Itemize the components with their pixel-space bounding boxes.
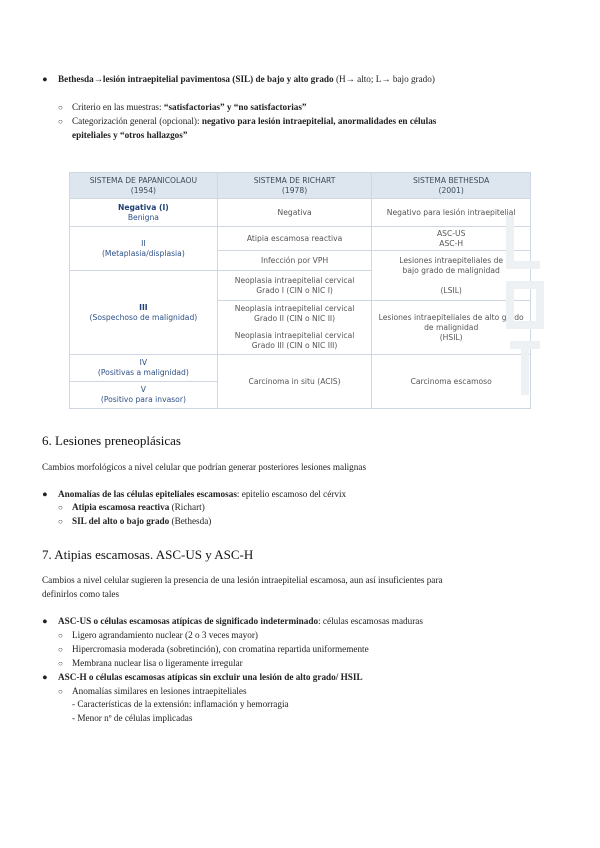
section7-intro-b: definirlos como tales bbox=[42, 589, 120, 599]
pap-ii: II (Metaplasia/displasia) bbox=[70, 227, 218, 271]
bethesda-rest: (H→ alto; L→ bajo grado) bbox=[333, 74, 435, 84]
pap-iv: IV (Positivas a malignidad) bbox=[70, 355, 218, 382]
s6-b1-rest: : epitelio escamoso del cérvix bbox=[236, 489, 347, 499]
sub2-text: Categorización general (opcional): bbox=[72, 116, 202, 126]
bethesda-sub1 bbox=[58, 101, 307, 114]
s7-b2-bold: ASC-H o células escamosas atípicas sin excluir una lesión de alto grado/ HSIL bbox=[58, 672, 363, 682]
bethesda-bold: Bethesda→lesión intraepitelial pavimentosa (SIL) de bajo y alto grado bbox=[58, 74, 334, 84]
bullet-icon: ● bbox=[42, 672, 48, 682]
section7-b1-sub3: ○ Membrana nuclear lisa o ligeramente irregular bbox=[58, 658, 243, 668]
richart-nic2: Neoplasia intraepitelial cervical Grado II (CIN o NIC II) bbox=[217, 301, 372, 328]
section6-sub1 bbox=[58, 501, 205, 514]
header-bethesda: SISTEMA BETHESDA (2001) bbox=[372, 173, 531, 199]
section7-b2-sub1: ○ Anomalías similares en lesiones intraepiteliales bbox=[58, 686, 247, 696]
sub-bullet-icon: ○ bbox=[58, 687, 63, 696]
bethesda-bullet bbox=[42, 73, 435, 85]
section7-title: 7. Atipias escamosas. ASC-US y ASC-H bbox=[42, 547, 254, 562]
bethesda-sub2 bbox=[58, 115, 436, 128]
richart-vph: Infección por VPH bbox=[217, 251, 372, 271]
pap-iii: III (Sospechoso de malignidad) bbox=[70, 271, 218, 355]
watermark-graphic bbox=[500, 205, 550, 405]
sub-bullet-icon: ○ bbox=[58, 503, 63, 512]
bethesda-lsil: Lesiones intraepiteliales de bajo grado de malignidad (LSIL) bbox=[372, 251, 531, 301]
richart-nic3: Neoplasia intraepitelial cervical Grado III (CIN o NIC III) bbox=[217, 328, 372, 355]
section7-bullet1 bbox=[42, 615, 423, 627]
bethesda-sub2-cont bbox=[72, 129, 187, 141]
bullet-icon: ● bbox=[42, 489, 48, 499]
bethesda-negativo: Negativo para lesión intraepitelial bbox=[372, 199, 531, 227]
section6-bullet bbox=[42, 488, 346, 500]
header-richart: SISTEMA DE RICHART (1978) bbox=[217, 173, 372, 199]
sub-bullet-icon: ○ bbox=[58, 117, 63, 126]
sub-bullet-icon: ○ bbox=[58, 631, 63, 640]
section7-b1-sub2: ○ Hipercromasia moderada (sobretinción), con cromatina repartida uniformemente bbox=[58, 644, 369, 654]
s6-s2-rest: (Bethesda) bbox=[169, 516, 212, 526]
sub-bullet-icon: ○ bbox=[58, 645, 63, 654]
richart-nic1: Neoplasia intraepitelial cervical Grado I (CIN o NIC I) bbox=[217, 271, 372, 301]
s6-s1-rest: (Richart) bbox=[169, 502, 205, 512]
bullet-icon: ● bbox=[42, 616, 48, 626]
sub1-bold: “satisfactorias” y “no satisfactorias” bbox=[163, 102, 307, 112]
section6-title: 6. Lesiones preneoplásicas bbox=[42, 433, 181, 448]
sub-bullet-icon: ○ bbox=[58, 517, 63, 526]
table-header-row bbox=[70, 173, 531, 199]
pap-negativa: Negativa (I) Benigna bbox=[70, 199, 218, 227]
section7-intro-a: Cambios a nivel celular sugieren la presencia de una lesión intraepitelial escamosa, aun así insuficientes para bbox=[42, 575, 443, 585]
section7-b1-sub1: ○ Ligero agrandamiento nuclear (2 o 3 veces mayor) bbox=[58, 630, 258, 640]
s6-s2-bold: SIL del alto o bajo grado bbox=[72, 516, 170, 526]
bullet-icon: ● bbox=[42, 74, 48, 84]
sub2-bold-a: negativo para lesión intraepitelial, anormalidades en células bbox=[201, 116, 437, 126]
classification-table bbox=[69, 172, 531, 409]
section6-intro: Cambios morfológicos a nivel celular que podrían generar posteriores lesiones malignas bbox=[42, 462, 367, 472]
table-row bbox=[70, 355, 531, 382]
sub2-bold-b: epiteliales y “otros hallazgos” bbox=[72, 130, 188, 140]
header-papanicolaou: SISTEMA DE PAPANICOLAOU (1954) bbox=[70, 173, 218, 199]
sub1-text: Criterio en las muestras: bbox=[72, 102, 164, 112]
bethesda-carcinoma: Carcinoma escamoso bbox=[372, 355, 531, 409]
table-row bbox=[70, 199, 531, 227]
richart-negativa: Negativa bbox=[217, 199, 372, 227]
s7-b1-bold: ASC-US o células escamosas atípicas de significado indeterminado bbox=[58, 616, 319, 626]
bethesda-asc: ASC-US ASC-H bbox=[372, 227, 531, 251]
section7-b2-dash1: - Características de la extensión: inflamación y hemorragia bbox=[72, 699, 289, 709]
s7-b1-rest: : células escamosas maduras bbox=[318, 616, 423, 626]
section6-sub2 bbox=[58, 515, 211, 528]
s6-s1-bold: Atipia escamosa reactiva bbox=[72, 502, 170, 512]
s6-b1-bold: Anomalías de las células epiteliales escamosas bbox=[58, 489, 237, 499]
sub-bullet-icon: ○ bbox=[58, 659, 63, 668]
table-row bbox=[70, 227, 531, 251]
section7-bullet2 bbox=[42, 671, 363, 683]
section7-b2-dash2: - Menor nº de células implicadas bbox=[72, 713, 193, 723]
sub-bullet-icon: ○ bbox=[58, 103, 63, 112]
richart-cis: Carcinoma in situ (ACIS) bbox=[217, 355, 372, 409]
bethesda-hsil: Lesiones intraepiteliales de alto grado de malignidad (HSIL) bbox=[372, 301, 531, 355]
richart-atipia: Atipia escamosa reactiva bbox=[217, 227, 372, 251]
pap-v: V (Positivo para invasor) bbox=[70, 382, 218, 409]
